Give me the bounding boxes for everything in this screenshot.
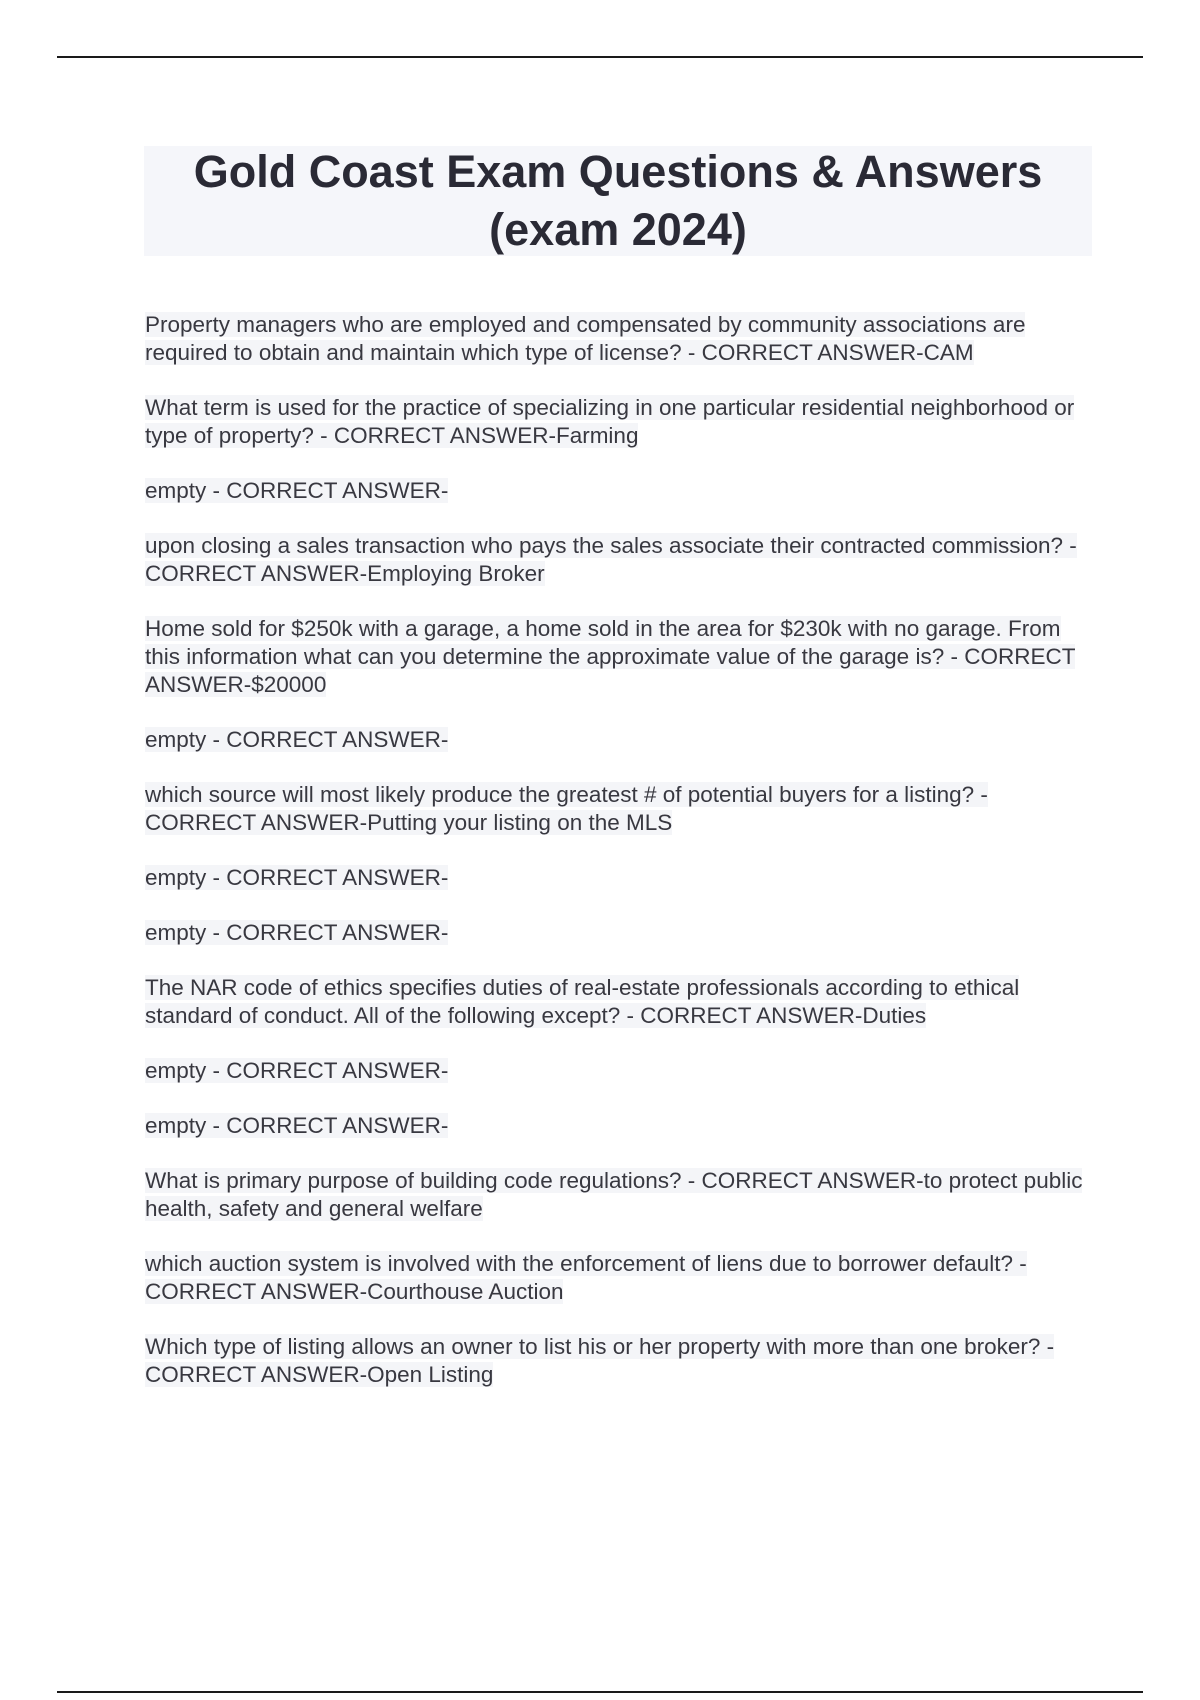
qa-item <box>145 1250 1095 1306</box>
qa-item <box>145 615 1095 699</box>
qa-item <box>145 311 1095 367</box>
qa-text: upon closing a sales transaction who pays the sales associate their contracted commission? - CORRECT ANSWER-Employing Broker <box>145 533 1077 586</box>
qa-item <box>145 394 1095 450</box>
qa-text: which auction system is involved with the enforcement of liens due to borrower default? - CORRECT ANSWER-Courthouse Auction <box>145 1251 1027 1304</box>
bottom-divider <box>57 1691 1143 1693</box>
qa-item <box>145 1112 1095 1140</box>
qa-item <box>145 1057 1095 1085</box>
qa-item <box>145 781 1095 837</box>
qa-text: Property managers who are employed and compensated by community associations are required to obtain and maintain which type of license? - CORRECT ANSWER-CAM <box>145 312 1026 365</box>
qa-item <box>145 477 1095 505</box>
qa-text: What is primary purpose of building code regulations? - CORRECT ANSWER-to protect public health, safety and general welfare <box>145 1168 1083 1221</box>
qa-item <box>145 974 1095 1030</box>
qa-item <box>145 532 1095 588</box>
top-divider <box>57 56 1143 58</box>
qa-list <box>145 311 1095 1416</box>
qa-text: empty - CORRECT ANSWER- <box>145 1113 449 1138</box>
qa-text: empty - CORRECT ANSWER- <box>145 920 449 945</box>
qa-text: Which type of listing allows an owner to list his or her property with more than one broker? - CORRECT ANSWER-Open Listing <box>145 1334 1055 1387</box>
qa-text: which source will most likely produce the greatest # of potential buyers for a listing? - CORRECT ANSWER-Putting your listing on the MLS <box>145 782 988 835</box>
qa-text: What term is used for the practice of specializing in one particular residential neighborhood or type of property? - CORRECT ANSWER-Farming <box>145 395 1075 448</box>
qa-item <box>145 919 1095 947</box>
qa-item <box>145 1333 1095 1389</box>
title-banner <box>144 146 1092 256</box>
qa-text: The NAR code of ethics specifies duties of real-estate professionals according to ethical standard of conduct. All of the following except? - CORRECT ANSWER-Duties <box>145 975 1020 1028</box>
qa-item <box>145 1167 1095 1223</box>
qa-text: empty - CORRECT ANSWER- <box>145 1058 449 1083</box>
qa-text: empty - CORRECT ANSWER- <box>145 727 449 752</box>
qa-text: empty - CORRECT ANSWER- <box>145 865 449 890</box>
qa-text: Home sold for $250k with a garage, a home sold in the area for $230k with no garage. From this information what can you determine the approximate value of the garage is? - CORRECT ANSWER-$20000 <box>145 616 1076 697</box>
qa-item <box>145 864 1095 892</box>
qa-item <box>145 726 1095 754</box>
document-title: Gold Coast Exam Questions & Answers (exam 2024) <box>193 146 1043 255</box>
qa-text: empty - CORRECT ANSWER- <box>145 478 449 503</box>
